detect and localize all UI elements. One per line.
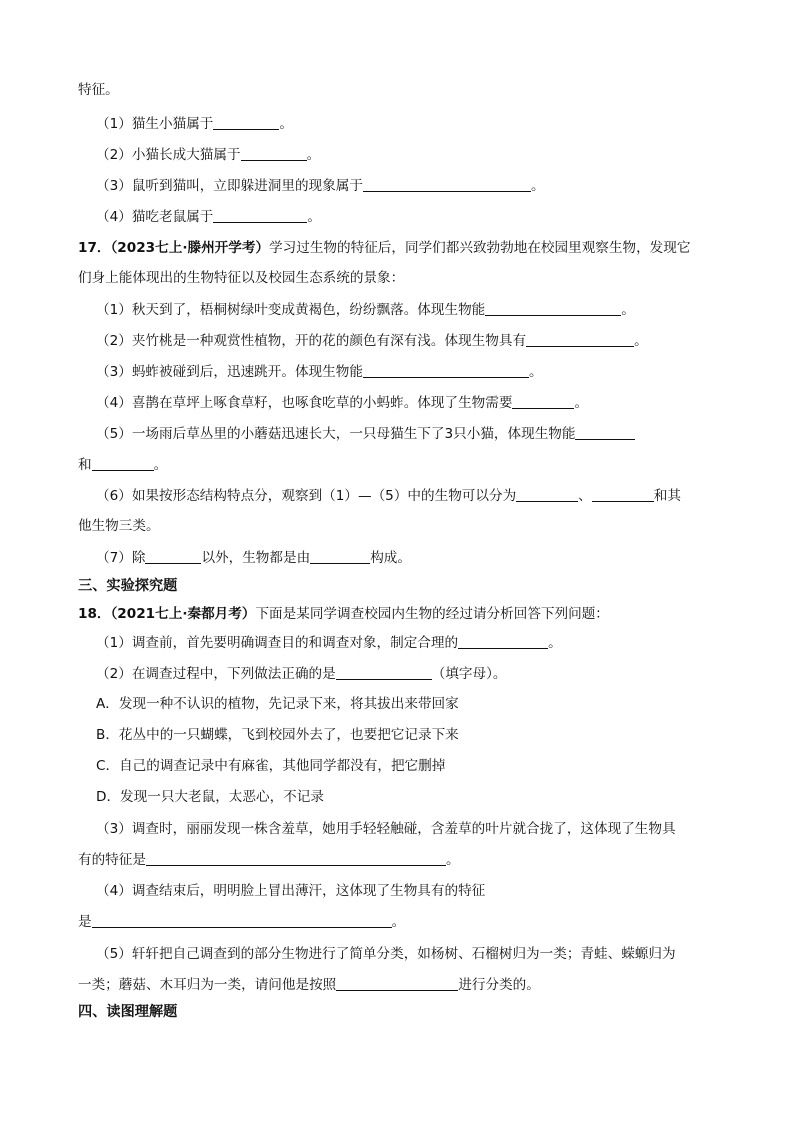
- answer-blank[interactable]: [516, 487, 578, 502]
- answer-blank[interactable]: [92, 913, 392, 928]
- answer-blank[interactable]: [592, 487, 654, 502]
- answer-blank[interactable]: [145, 549, 201, 564]
- answer-blank[interactable]: [146, 851, 446, 866]
- q18-stem: 18．（2021七上·秦都月考）下面是某同学调查校园内生物的经过请分析回答下列问题：: [78, 606, 609, 622]
- question-source: （2021七上·秦都月考）: [110, 606, 256, 622]
- q16-item-2: （2）小猫长成大猫属于 。: [96, 147, 321, 163]
- q17-sub-1: （1）秋天到了，梧桐树绿叶变成黄褐色，纷纷飘落。体现生物能 。: [96, 302, 635, 318]
- answer-blank[interactable]: [336, 665, 432, 680]
- q18-sub-1: （1）调查前，首先要明确调查目的和调查对象，制定合理的 。: [96, 635, 562, 651]
- q18-option-c: C．自己的调查记录中有麻雀，其他同学都没有，把它删掉: [96, 758, 446, 774]
- q17-sub-3: （3）蚂蚱被碰到后，迅速跳开。体现生物能 。: [96, 364, 543, 380]
- q16-tail: 特征。: [78, 82, 119, 98]
- q16-item-3: （3）鼠听到猫叫，立即躲进洞里的现象属于 。: [96, 178, 545, 194]
- q18-sub-2: （2）在调查过程中，下列做法正确的是 （填字母）。: [96, 666, 507, 682]
- q17-stem-line2: 们身上能体现出的生物特征以及校园生态系统的景象：: [78, 270, 405, 286]
- answer-blank[interactable]: [512, 394, 574, 409]
- q18-sub-3-line2: 有的特征是 。: [78, 852, 460, 868]
- answer-blank[interactable]: [213, 115, 279, 130]
- answer-blank[interactable]: [213, 208, 307, 223]
- question-number: 18．: [78, 606, 111, 622]
- answer-blank[interactable]: [575, 425, 635, 440]
- answer-blank[interactable]: [485, 301, 621, 316]
- q17-sub-6: （6）如果按形态结构特点分，观察到（1）—（5）中的生物可以分为 、 和其: [96, 488, 681, 504]
- q18-sub-5: （5）轩轩把自己调查到的部分生物进行了简单分类，如杨树、石榴树归为一类；青蛙、蝾螈归为: [96, 946, 676, 962]
- answer-blank[interactable]: [363, 177, 531, 192]
- q17-sub-5-line2: 和 。: [78, 457, 168, 473]
- section-heading-4: 四、读图理解题: [78, 1004, 178, 1020]
- q18-sub-5-line2: 一类；蘑菇、木耳归为一类，请问他是按照 进行分类的。: [78, 977, 540, 993]
- q18-option-d: D．发现一只大老鼠，太恶心，不记录: [96, 789, 324, 805]
- q17-sub-6-line2: 他生物三类。: [78, 518, 160, 534]
- q17-sub-4: （4）喜鹊在草坪上啄食草籽，也啄食吃草的小蚂蚱。体现了生物需要 。: [96, 395, 589, 411]
- answer-blank[interactable]: [92, 456, 154, 471]
- answer-blank[interactable]: [363, 363, 529, 378]
- q18-sub-3: （3）调查时，丽丽发现一株含羞草，她用手轻轻触碰，含羞草的叶片就合拢了，这体现了生物具: [96, 821, 676, 837]
- q17-sub-2: （2）夹竹桃是一种观赏性植物，开的花的颜色有深有浅。体现生物具有 。: [96, 333, 648, 349]
- answer-blank[interactable]: [241, 146, 307, 161]
- q18-sub-4-line2: 是 。: [78, 914, 406, 930]
- answer-blank[interactable]: [458, 634, 548, 649]
- answer-blank[interactable]: [336, 976, 458, 991]
- question-source: （2023七上·滕州开学考）: [110, 240, 270, 256]
- q16-item-4: （4）猫吃老鼠属于 。: [96, 209, 321, 225]
- q17-sub-5: （5）一场雨后草丛里的小蘑菇迅速长大，一只母猫生下了3只小猫，体现生物能: [96, 424, 635, 444]
- answer-blank[interactable]: [526, 332, 634, 347]
- answer-blank[interactable]: [310, 549, 370, 564]
- q17-sub-7: （7）除 以外，生物都是由 构成。: [96, 550, 411, 566]
- question-number: 17．: [78, 240, 111, 256]
- q16-item-1: （1）猫生小猫属于 。: [96, 116, 293, 132]
- q18-sub-4: （4）调查结束后，明明脸上冒出薄汗，这体现了生物具有的特征: [96, 883, 486, 899]
- q18-option-a: A．发现一种不认识的植物，先记录下来，将其拔出来带回家: [96, 696, 459, 712]
- q17-stem: 17．（2023七上·滕州开学考）学习过生物的特征后，同学们都兴致勃勃地在校园里观察生物，发现它: [78, 240, 691, 256]
- section-heading-3: 三、实验探究题: [78, 578, 178, 594]
- q18-option-b: B．花丛中的一只蝴蝶，飞到校园外去了，也要把它记录下来: [96, 727, 459, 743]
